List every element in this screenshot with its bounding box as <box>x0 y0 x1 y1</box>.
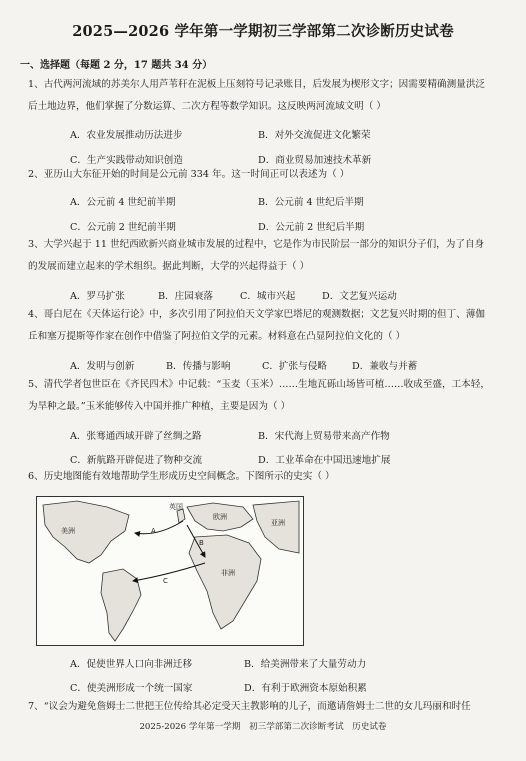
question-4-option-c[interactable]: C．扩张与侵略 <box>262 361 327 372</box>
question-1-option-c[interactable]: C．生产实践带动知识创造 <box>70 155 183 166</box>
question-2-stem: 2、亚历山大东征开始的时间是公元前 334 年。这一时间正可以表述为（ ） <box>28 169 350 180</box>
question-2-option-a[interactable]: A．公元前 4 世纪前半期 <box>70 197 176 208</box>
question-7 <box>28 696 508 718</box>
question-1-option-d[interactable]: D．商业贸易加速技术革新 <box>258 155 372 166</box>
question-5-option-a[interactable]: A．张骞通西域开辟了丝绸之路 <box>70 431 202 442</box>
question-1-stem-line-1: 1、古代两河流域的苏美尔人用芦苇秆在泥板上压刻符号记录账目，后发展为楔形文字；因需要精确测量洪泛 <box>28 79 486 90</box>
question-5-option-c[interactable]: C．新航路开辟促进了物种交流 <box>70 455 203 466</box>
question-2-option-c[interactable]: C．公元前 2 世纪前半期 <box>70 222 176 233</box>
question-1 <box>28 74 508 118</box>
question-3-option-a[interactable]: A．罗马扩张 <box>70 291 125 302</box>
route-a-arrow <box>135 521 183 534</box>
question-4-stem-line-1: 4、哥白尼在《天体运行论》中，多次引用了阿拉伯天文学家巴塔尼的观测数据；文艺复兴时期的但丁、薄伽 <box>28 309 486 320</box>
question-2-option-d[interactable]: D．公元前 2 世纪后半期 <box>258 222 365 233</box>
page-title: 2025—2026 学年第一学期初三学部第二次诊断历史试卷 <box>72 23 454 40</box>
question-7-stem: 7、“议会为避免詹姆士二世把王位传给其必定受天主教影响的儿子，而邀请詹姆士二世的女儿玛丽和时任 <box>28 701 471 712</box>
section-heading: 一、选择题（每题 2 分，17 题共 34 分） <box>20 60 213 71</box>
question-1-option-a[interactable]: A．农业发展推动历法进步 <box>70 130 183 141</box>
question-5-stem-line-2: 为旱种之最。”玉米能够传入中国并推广种植，主要是因为（ ） <box>28 401 291 412</box>
map-label-america: 美洲 <box>61 527 75 535</box>
question-3-option-c[interactable]: C．城市兴起 <box>240 291 296 302</box>
map-label-africa: 非洲 <box>221 569 235 577</box>
map-label-britain: 英国 <box>169 503 183 511</box>
question-5-option-d[interactable]: D．工业革命在中国迅速地扩展 <box>258 455 391 466</box>
asia-landmass <box>253 501 299 553</box>
question-6-option-d[interactable]: D．有利于欧洲资本原始积累 <box>244 683 367 694</box>
britain-landmass <box>177 509 185 523</box>
question-4-option-b[interactable]: B．传播与影响 <box>166 361 231 372</box>
map-label-asia: 亚洲 <box>271 519 285 527</box>
south-america-landmass <box>101 569 141 641</box>
route-label-c: C <box>163 577 168 585</box>
africa-landmass <box>189 535 261 629</box>
triangle-trade-map <box>36 496 304 646</box>
route-c-arrow <box>133 563 205 581</box>
map-label-europe: 欧洲 <box>213 513 227 521</box>
question-6-option-a[interactable]: A．促使世界人口向非洲迁移 <box>70 659 193 670</box>
question-1-stem-line-2: 后土地边界，他们掌握了分数运算、二次方程等数学知识。这反映两河流域文明（ ） <box>28 101 387 112</box>
question-4-option-d[interactable]: D．兼收与并蓄 <box>352 361 418 372</box>
question-5-stem-line-1: 5、清代学者包世臣在《齐民四术》中记载：“玉麦（玉米）……生地瓦砾山场皆可植……收成至盛，工本轻， <box>28 379 490 390</box>
question-5-option-b[interactable]: B．宋代海上贸易带来高产作物 <box>258 431 390 442</box>
question-4-stem-line-2: 丘和塞万提斯等作家在创作中借鉴了阿拉伯文学的元素。材料意在凸显阿拉伯文化的（ ） <box>28 331 406 342</box>
question-6-option-c[interactable]: C．使美洲形成一个统一国家 <box>70 683 193 694</box>
question-4 <box>28 304 508 348</box>
question-6 <box>28 466 508 488</box>
question-6-stem: 6、历史地图能有效地帮助学生形成历史空间概念。下图所示的史实（ ） <box>28 471 335 482</box>
question-3-stem-line-2: 的发展而建立起来的学术组织。据此判断，大学的兴起得益于（ ） <box>28 261 310 272</box>
question-3-option-d[interactable]: D．文艺复兴运动 <box>322 291 397 302</box>
question-1-option-b[interactable]: B．对外交流促进文化繁荣 <box>258 130 371 141</box>
question-3 <box>28 234 508 278</box>
route-label-b: B <box>199 539 204 547</box>
question-3-option-b[interactable]: B．庄园衰落 <box>158 291 214 302</box>
world-map-svg <box>37 497 303 645</box>
question-3-stem-line-1: 3、大学兴起于 11 世纪西欧新兴商业城市发展的过程中，它是作为市民阶层一部分的知识分子们，为了自身 <box>28 239 485 250</box>
question-6-option-b[interactable]: B．给美洲带来了大量劳动力 <box>244 659 367 670</box>
question-4-option-a[interactable]: A．发明与创新 <box>70 361 135 372</box>
question-2-option-b[interactable]: B．公元前 4 世纪后半期 <box>258 197 364 208</box>
route-label-a: A <box>151 527 156 535</box>
question-2 <box>28 164 508 186</box>
question-5 <box>28 374 508 418</box>
north-america-landmass <box>43 501 129 563</box>
page-footer: 2025-2026 学年第一学期 初三学部第二次诊断考试 历史试卷 <box>139 722 387 732</box>
